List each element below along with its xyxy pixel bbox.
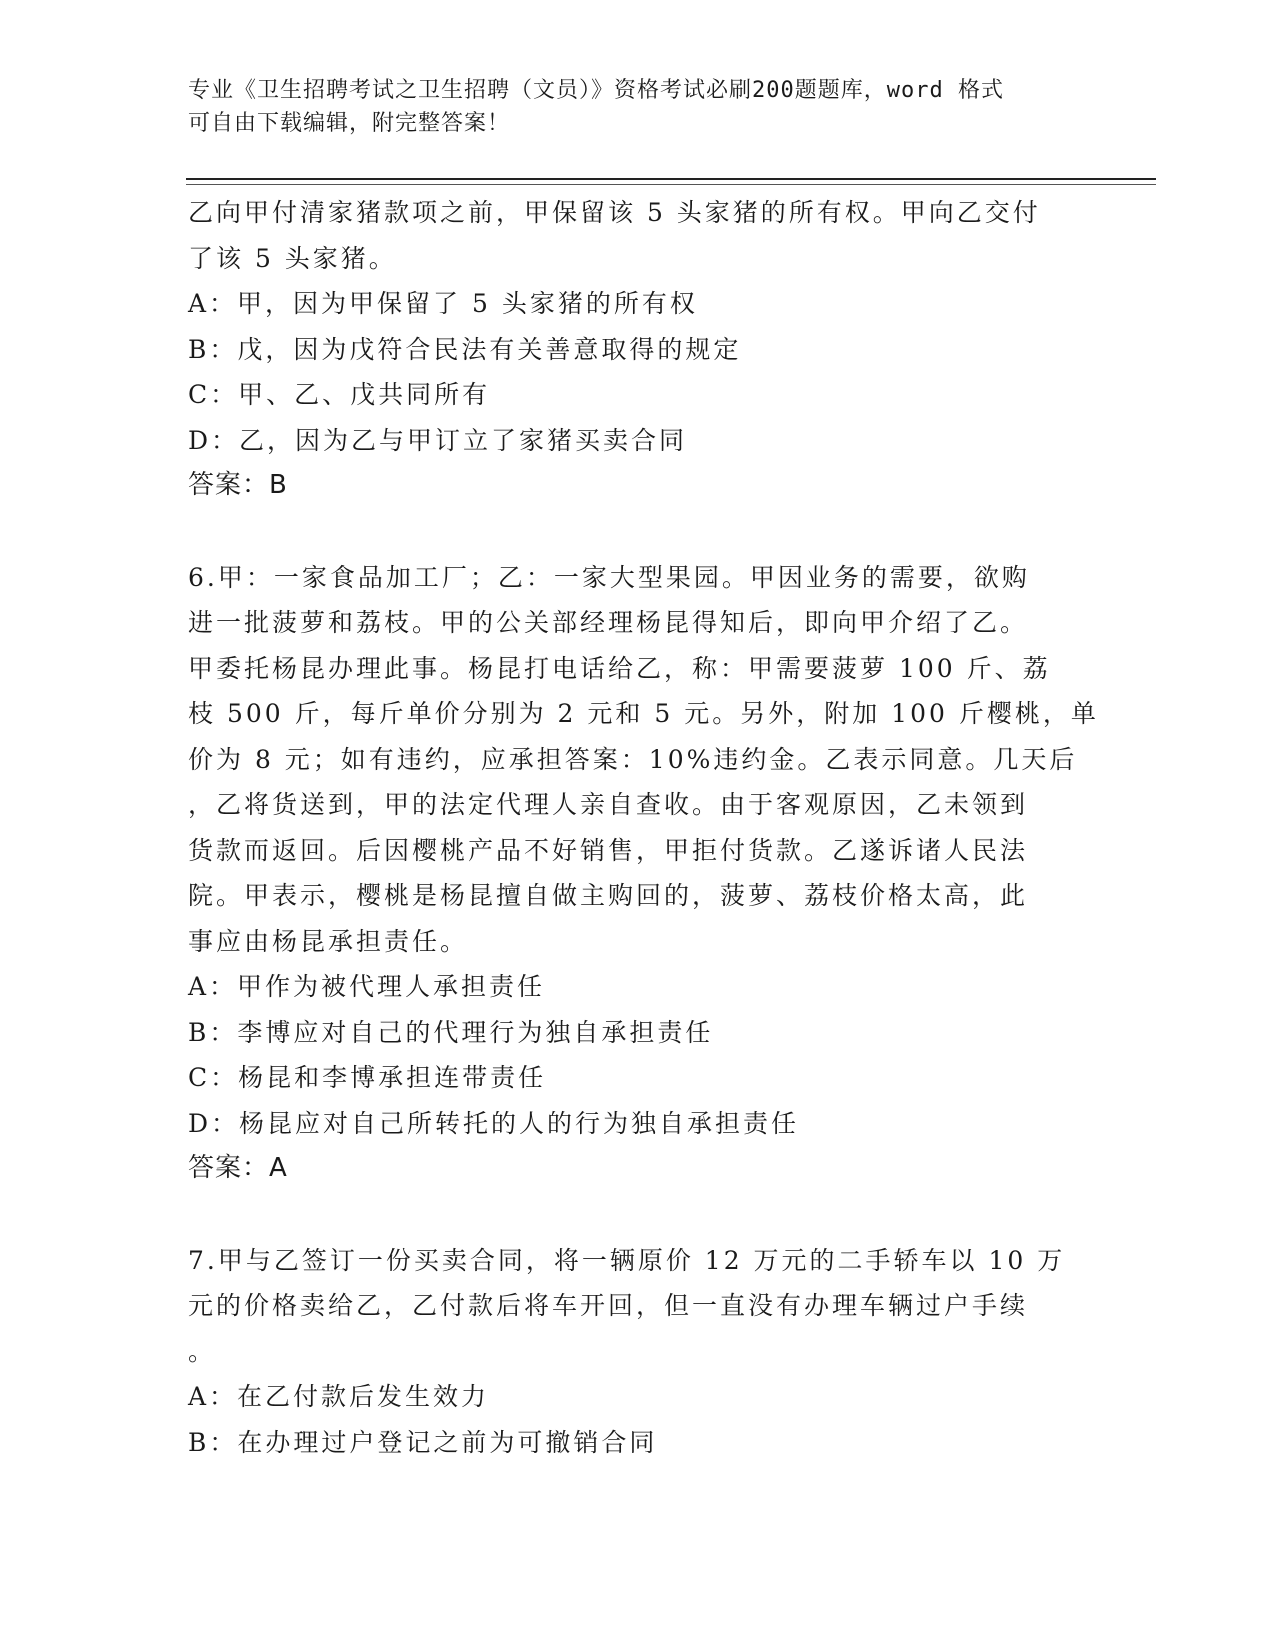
header-rule-thick — [186, 178, 1156, 180]
question-stem-line: 院。甲表示，樱桃是杨昆擅自做主购回的，菠萝、荔枝价格太高，此 — [188, 881, 1029, 910]
answer-label: 答案：B — [188, 470, 288, 500]
question-6 — [188, 555, 1099, 1192]
question-stem-line: 7.甲与乙签订一份买卖合同，将一辆原价 12 万元的二手轿车以 10 万 — [188, 1245, 1066, 1275]
option-a: A：在乙付款后发生效力 — [188, 1382, 490, 1411]
question-stem-line: 了该 5 头家猪。 — [188, 243, 397, 273]
document-body — [188, 190, 1099, 1465]
question-stem-line: 乙向甲付清家猪款项之前，甲保留该 5 头家猪的所有权。甲向乙交付 — [188, 198, 1041, 227]
header-rule-thin — [186, 184, 1156, 185]
option-c: C：甲、乙、戊共同所有 — [188, 380, 491, 409]
header-line-1: 专业《卫生招聘考试之卫生招聘（文员）》资格考试必刷200题题库，word 格式 — [188, 78, 1004, 103]
question-stem-line: 。 — [188, 1336, 217, 1366]
option-d: D：乙，因为乙与甲订立了家猪买卖合同 — [188, 425, 688, 455]
option-a: A：甲，因为甲保留了 5 头家猪的所有权 — [188, 289, 698, 318]
spacer — [188, 509, 1088, 555]
question-5 — [188, 190, 1088, 509]
option-d: D：杨昆应对自己所转托的人的行为独自承担责任 — [188, 1108, 800, 1138]
option-b: B：在办理过户登记之前为可撤销合同 — [188, 1427, 658, 1457]
header-line-2: 可自由下载编辑，附完整答案！ — [188, 111, 511, 136]
option-b: B：李博应对自己的代理行为独自承担责任 — [188, 1017, 714, 1047]
option-c: C：杨昆和李博承担连带责任 — [188, 1063, 547, 1092]
question-stem-line: 货款而返回。后因樱桃产品不好销售，甲拒付货款。乙遂诉诸人民法 — [188, 835, 1029, 865]
option-b: B：戊，因为戊符合民法有关善意取得的规定 — [188, 334, 742, 364]
question-stem-line: 事应由杨昆承担责任。 — [188, 926, 469, 956]
question-7 — [188, 1238, 1088, 1466]
question-stem-line: 枝 500 斤，每斤单价分别为 2 元和 5 元。另外，附加 100 斤樱桃，单 — [188, 699, 1099, 728]
spacer — [188, 1192, 1088, 1238]
document-header — [188, 74, 1088, 140]
answer-label: 答案：A — [188, 1153, 288, 1183]
question-stem-line: 价为 8 元；如有违约，应承担答案：10%违约金。乙表示同意。几天后 — [188, 744, 1078, 774]
question-stem-line: ，乙将货送到，甲的法定代理人亲自查收。由于客观原因，乙未领到 — [188, 790, 1029, 819]
question-stem-line: 6.甲：一家食品加工厂；乙：一家大型果园。甲因业务的需要，欲购 — [188, 562, 1030, 592]
question-stem-line: 进一批菠萝和荔枝。甲的公关部经理杨昆得知后，即向甲介绍了乙。 — [188, 608, 1029, 637]
option-a: A：甲作为被代理人承担责任 — [188, 972, 546, 1001]
question-stem-line: 甲委托杨昆办理此事。杨昆打电话给乙，称：甲需要菠萝 100 斤、荔 — [188, 653, 1051, 683]
question-stem-line: 元的价格卖给乙，乙付款后将车开回，但一直没有办理车辆过户手续 — [188, 1291, 1029, 1320]
